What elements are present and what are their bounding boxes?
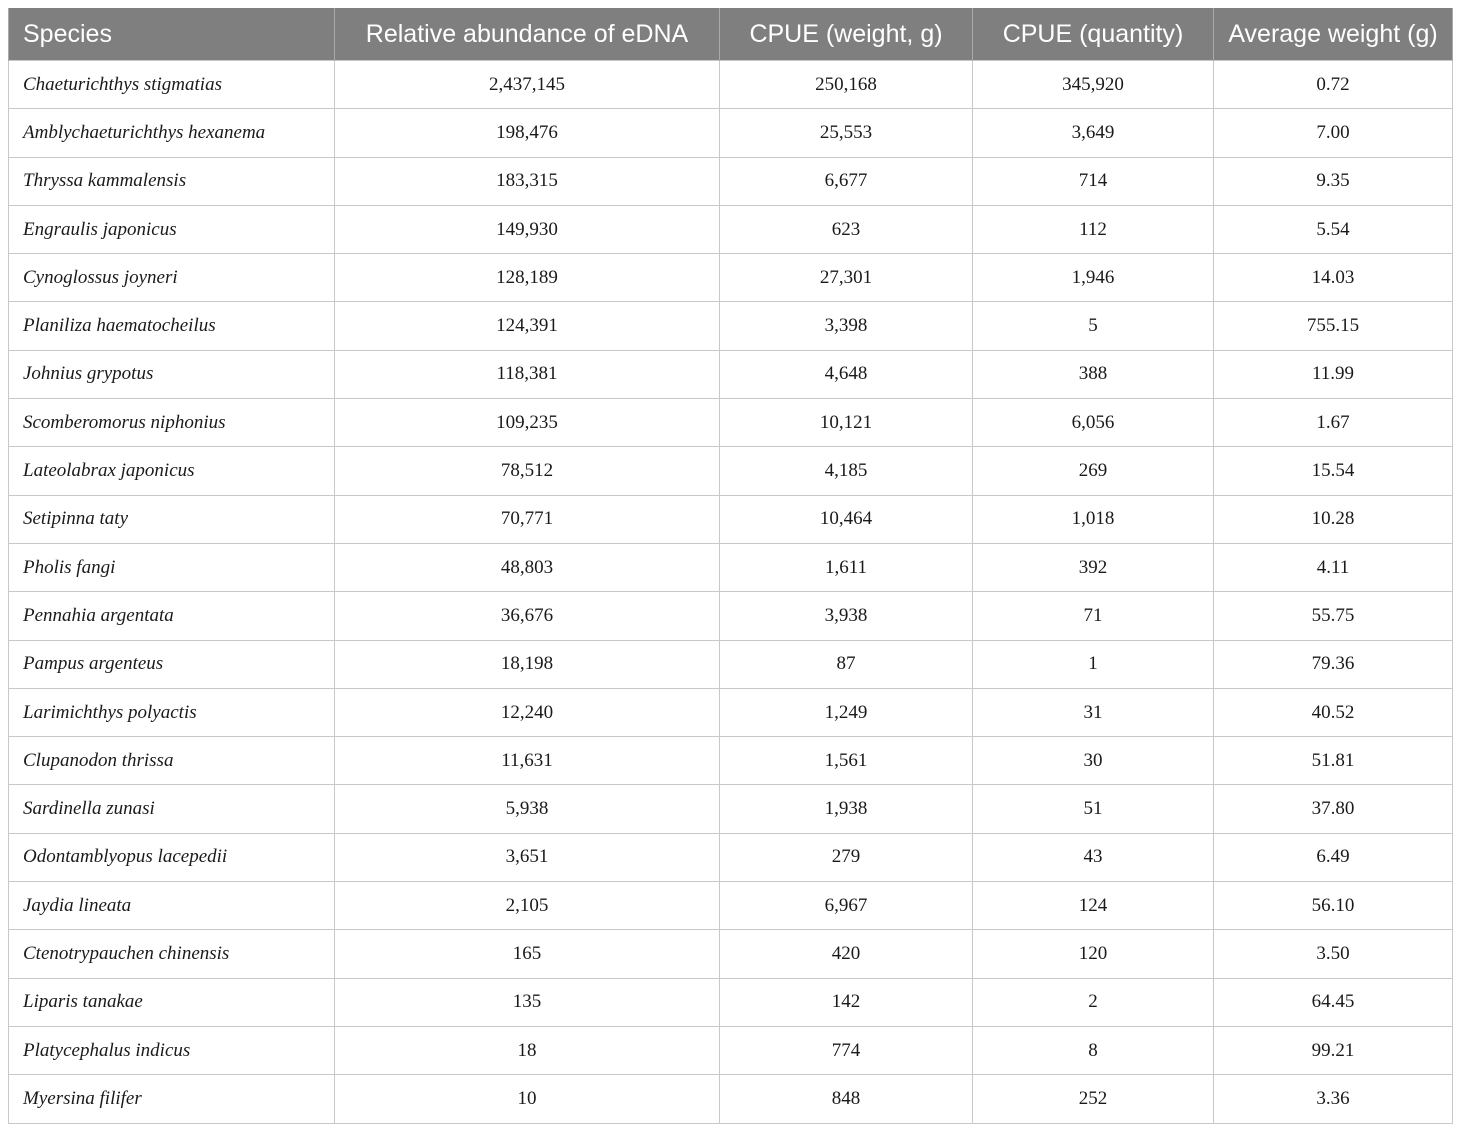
species-cell: Liparis tanakae [9, 978, 335, 1026]
cpue-quantity-cell: 8 [973, 1026, 1214, 1074]
average-weight-cell: 56.10 [1214, 882, 1453, 930]
table-row [9, 254, 1453, 302]
cpue-weight-cell: 3,938 [720, 592, 973, 640]
edna-abundance-cell: 18,198 [335, 640, 720, 688]
species-cell: Setipinna taty [9, 495, 335, 543]
average-weight-cell: 64.45 [1214, 978, 1453, 1026]
cpue-weight-cell: 6,677 [720, 157, 973, 205]
cpue-quantity-cell: 1 [973, 640, 1214, 688]
average-weight-cell: 11.99 [1214, 350, 1453, 398]
cpue-weight-cell: 4,648 [720, 350, 973, 398]
edna-abundance-cell: 5,938 [335, 785, 720, 833]
species-cell: Johnius grypotus [9, 350, 335, 398]
average-weight-cell: 7.00 [1214, 109, 1453, 157]
average-weight-cell: 3.36 [1214, 1075, 1453, 1123]
species-cell: Thryssa kammalensis [9, 157, 335, 205]
cpue-quantity-cell: 112 [973, 205, 1214, 253]
edna-abundance-cell: 78,512 [335, 447, 720, 495]
average-weight-cell: 37.80 [1214, 785, 1453, 833]
table-row [9, 109, 1453, 157]
species-cell: Planiliza haematocheilus [9, 302, 335, 350]
edna-abundance-cell: 149,930 [335, 205, 720, 253]
table-header [9, 8, 1453, 61]
edna-abundance-cell: 2,105 [335, 882, 720, 930]
average-weight-cell: 79.36 [1214, 640, 1453, 688]
cpue-quantity-cell: 31 [973, 688, 1214, 736]
table-row [9, 157, 1453, 205]
average-weight-cell: 755.15 [1214, 302, 1453, 350]
table-row [9, 61, 1453, 109]
cpue-weight-cell: 1,611 [720, 543, 973, 591]
cpue-weight-cell: 848 [720, 1075, 973, 1123]
edna-abundance-cell: 18 [335, 1026, 720, 1074]
cpue-weight-cell: 87 [720, 640, 973, 688]
average-weight-cell: 4.11 [1214, 543, 1453, 591]
species-table [8, 8, 1453, 1124]
edna-abundance-cell: 118,381 [335, 350, 720, 398]
table-row [9, 1075, 1453, 1123]
cpue-quantity-cell: 2 [973, 978, 1214, 1026]
header-cpue-weight: CPUE (weight, g) [720, 8, 973, 61]
edna-abundance-cell: 12,240 [335, 688, 720, 736]
cpue-weight-cell: 250,168 [720, 61, 973, 109]
cpue-quantity-cell: 392 [973, 543, 1214, 591]
cpue-quantity-cell: 1,018 [973, 495, 1214, 543]
cpue-quantity-cell: 120 [973, 930, 1214, 978]
table-row [9, 399, 1453, 447]
average-weight-cell: 10.28 [1214, 495, 1453, 543]
average-weight-cell: 14.03 [1214, 254, 1453, 302]
cpue-weight-cell: 420 [720, 930, 973, 978]
species-cell: Pennahia argentata [9, 592, 335, 640]
cpue-weight-cell: 4,185 [720, 447, 973, 495]
table-row [9, 785, 1453, 833]
table-row [9, 737, 1453, 785]
header-edna-abundance: Relative abundance of eDNA [335, 8, 720, 61]
species-cell: Chaeturichthys stigmatias [9, 61, 335, 109]
species-cell: Odontamblyopus lacepedii [9, 833, 335, 881]
table-row [9, 447, 1453, 495]
average-weight-cell: 3.50 [1214, 930, 1453, 978]
cpue-quantity-cell: 124 [973, 882, 1214, 930]
edna-abundance-cell: 124,391 [335, 302, 720, 350]
cpue-quantity-cell: 6,056 [973, 399, 1214, 447]
average-weight-cell: 51.81 [1214, 737, 1453, 785]
cpue-quantity-cell: 51 [973, 785, 1214, 833]
edna-abundance-cell: 135 [335, 978, 720, 1026]
edna-abundance-cell: 165 [335, 930, 720, 978]
cpue-quantity-cell: 71 [973, 592, 1214, 640]
species-cell: Platycephalus indicus [9, 1026, 335, 1074]
table-row [9, 495, 1453, 543]
species-cell: Amblychaeturichthys hexanema [9, 109, 335, 157]
average-weight-cell: 40.52 [1214, 688, 1453, 736]
species-cell: Myersina filifer [9, 1075, 335, 1123]
cpue-weight-cell: 623 [720, 205, 973, 253]
species-cell: Ctenotrypauchen chinensis [9, 930, 335, 978]
cpue-quantity-cell: 5 [973, 302, 1214, 350]
edna-abundance-cell: 3,651 [335, 833, 720, 881]
cpue-weight-cell: 1,938 [720, 785, 973, 833]
species-cell: Jaydia lineata [9, 882, 335, 930]
average-weight-cell: 6.49 [1214, 833, 1453, 881]
species-cell: Engraulis japonicus [9, 205, 335, 253]
edna-abundance-cell: 36,676 [335, 592, 720, 640]
species-cell: Cynoglossus joyneri [9, 254, 335, 302]
average-weight-cell: 99.21 [1214, 1026, 1453, 1074]
cpue-weight-cell: 774 [720, 1026, 973, 1074]
table-row [9, 543, 1453, 591]
species-cell: Sardinella zunasi [9, 785, 335, 833]
edna-abundance-cell: 10 [335, 1075, 720, 1123]
edna-abundance-cell: 48,803 [335, 543, 720, 591]
average-weight-cell: 1.67 [1214, 399, 1453, 447]
cpue-quantity-cell: 345,920 [973, 61, 1214, 109]
cpue-quantity-cell: 388 [973, 350, 1214, 398]
cpue-weight-cell: 10,121 [720, 399, 973, 447]
species-cell: Larimichthys polyactis [9, 688, 335, 736]
cpue-weight-cell: 25,553 [720, 109, 973, 157]
table-row [9, 302, 1453, 350]
edna-abundance-cell: 109,235 [335, 399, 720, 447]
table-row [9, 882, 1453, 930]
cpue-weight-cell: 279 [720, 833, 973, 881]
table-row [9, 833, 1453, 881]
average-weight-cell: 0.72 [1214, 61, 1453, 109]
cpue-weight-cell: 142 [720, 978, 973, 1026]
table-row [9, 930, 1453, 978]
cpue-quantity-cell: 252 [973, 1075, 1214, 1123]
header-row [9, 8, 1453, 61]
table-row [9, 688, 1453, 736]
cpue-quantity-cell: 30 [973, 737, 1214, 785]
table-row [9, 1026, 1453, 1074]
edna-abundance-cell: 11,631 [335, 737, 720, 785]
edna-abundance-cell: 198,476 [335, 109, 720, 157]
cpue-quantity-cell: 3,649 [973, 109, 1214, 157]
table-row [9, 978, 1453, 1026]
cpue-weight-cell: 10,464 [720, 495, 973, 543]
average-weight-cell: 55.75 [1214, 592, 1453, 640]
header-species: Species [9, 8, 335, 61]
cpue-weight-cell: 1,561 [720, 737, 973, 785]
species-cell: Clupanodon thrissa [9, 737, 335, 785]
cpue-quantity-cell: 1,946 [973, 254, 1214, 302]
table-row [9, 592, 1453, 640]
table-body [9, 61, 1453, 1124]
cpue-quantity-cell: 269 [973, 447, 1214, 495]
table-row [9, 205, 1453, 253]
species-cell: Pholis fangi [9, 543, 335, 591]
average-weight-cell: 15.54 [1214, 447, 1453, 495]
edna-abundance-cell: 128,189 [335, 254, 720, 302]
edna-abundance-cell: 70,771 [335, 495, 720, 543]
header-average-weight: Average weight (g) [1214, 8, 1453, 61]
average-weight-cell: 5.54 [1214, 205, 1453, 253]
cpue-weight-cell: 1,249 [720, 688, 973, 736]
species-cell: Pampus argenteus [9, 640, 335, 688]
cpue-quantity-cell: 714 [973, 157, 1214, 205]
edna-abundance-cell: 2,437,145 [335, 61, 720, 109]
cpue-weight-cell: 6,967 [720, 882, 973, 930]
cpue-weight-cell: 27,301 [720, 254, 973, 302]
header-cpue-quantity: CPUE (quantity) [973, 8, 1214, 61]
table-row [9, 350, 1453, 398]
cpue-weight-cell: 3,398 [720, 302, 973, 350]
cpue-quantity-cell: 43 [973, 833, 1214, 881]
species-cell: Lateolabrax japonicus [9, 447, 335, 495]
average-weight-cell: 9.35 [1214, 157, 1453, 205]
edna-abundance-cell: 183,315 [335, 157, 720, 205]
species-cell: Scomberomorus niphonius [9, 399, 335, 447]
table-row [9, 640, 1453, 688]
